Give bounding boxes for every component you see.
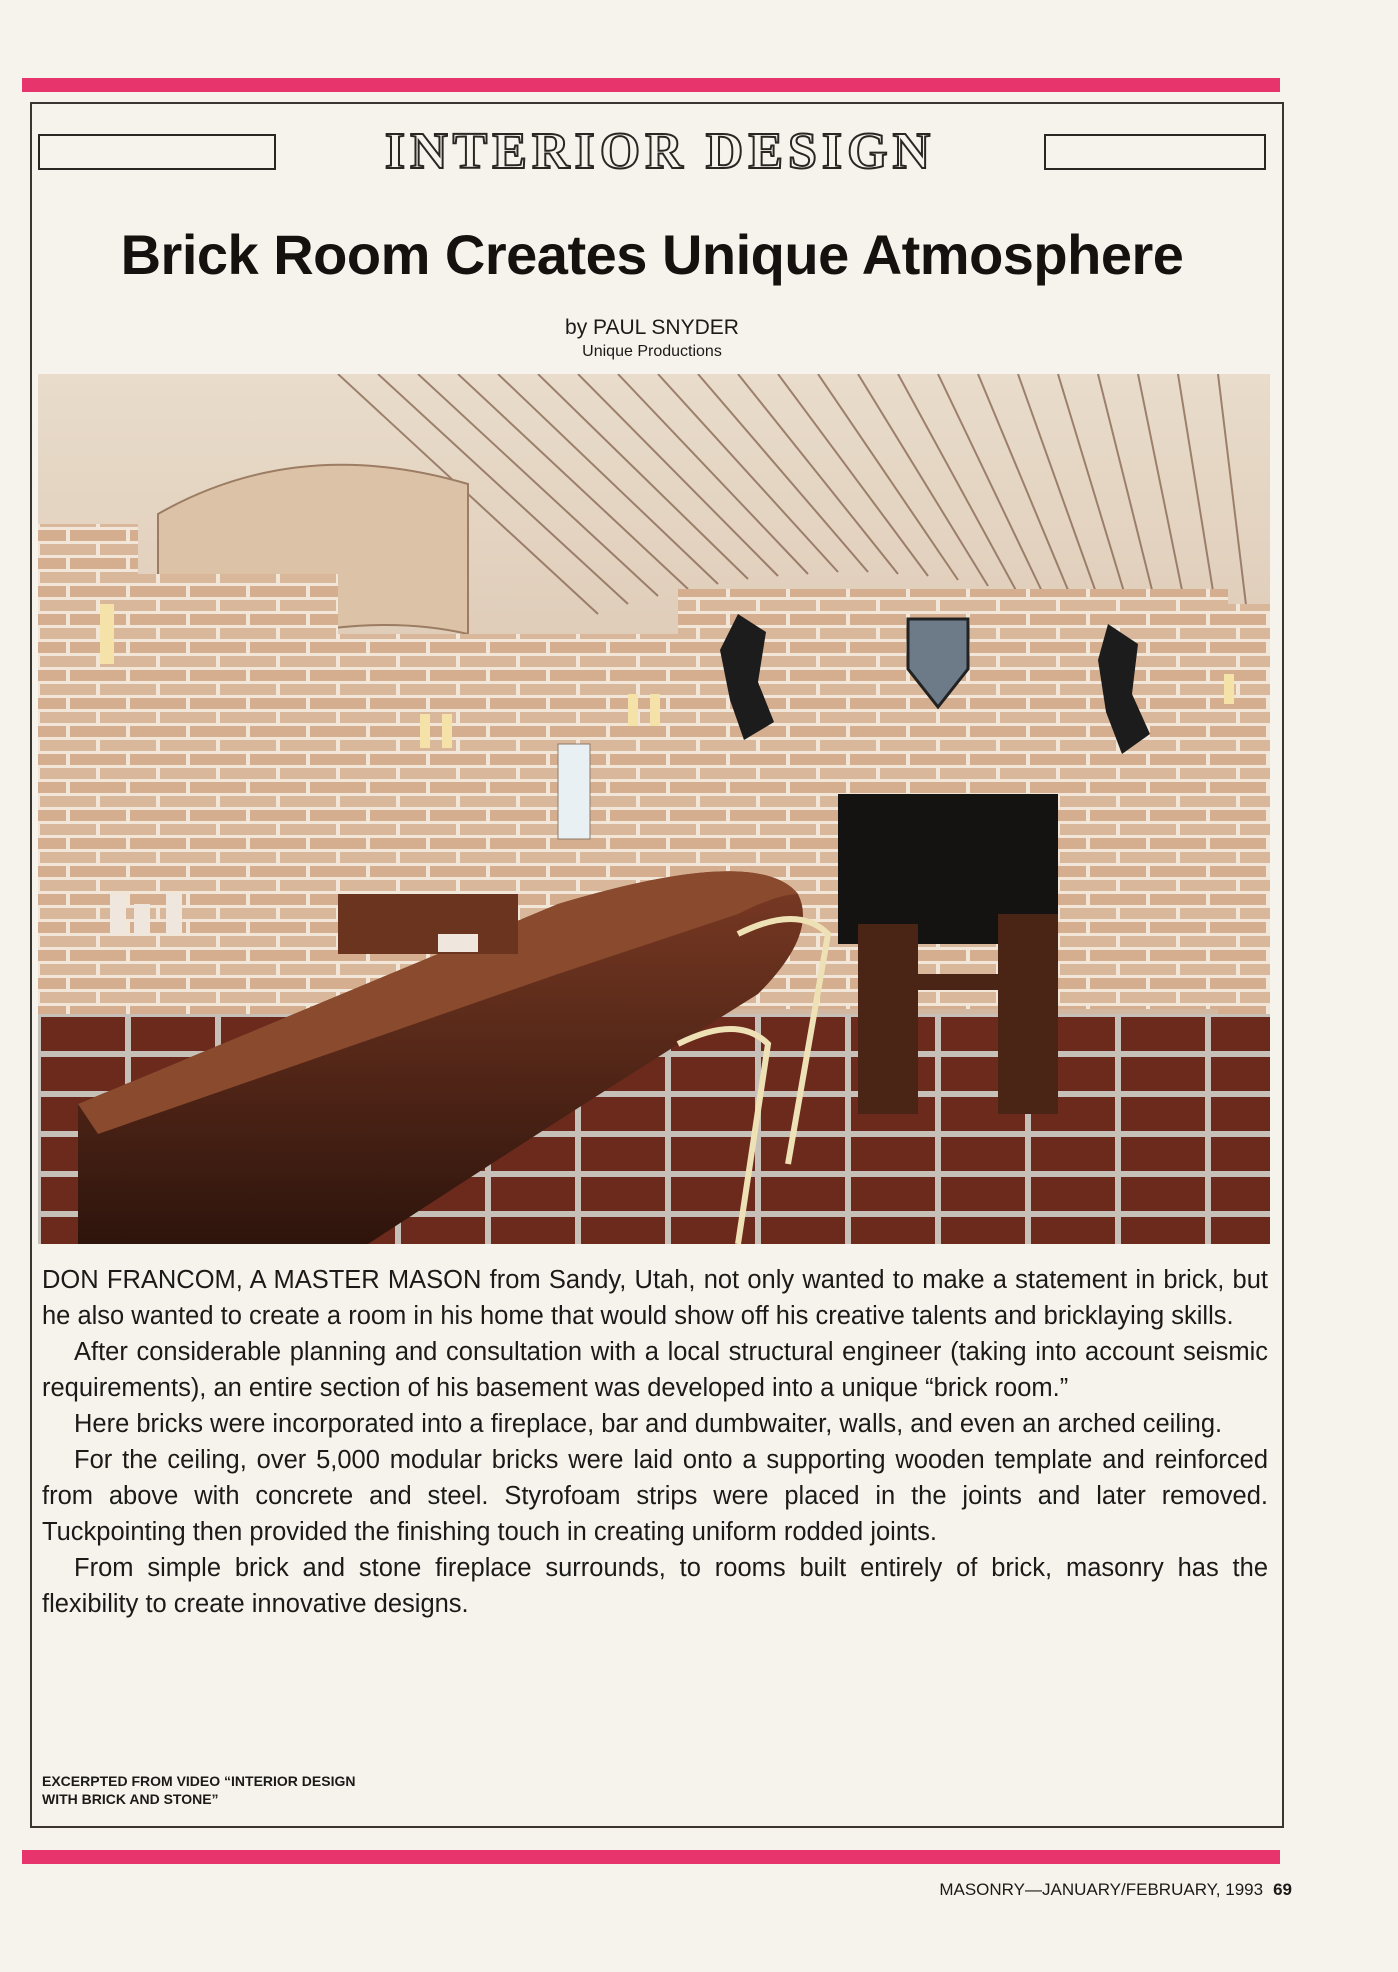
paragraph: From simple brick and stone fireplace surrounds, to rooms built entirely of brick, masonry has the flexibility to create innovative designs. — [42, 1554, 1268, 1618]
section-title: INTERIOR DESIGN — [384, 123, 936, 180]
publication-info: MASONRY—JANUARY/FEBRUARY, 1993 — [939, 1880, 1264, 1899]
article-body — [42, 1262, 1268, 1622]
headline: Brick Room Creates Unique Atmosphere — [120, 223, 1184, 286]
page-number: 69 — [1273, 1880, 1292, 1899]
paragraph: Here bricks were incorporated into a fireplace, bar and dumbwaiter, walls, and even an arched ceiling. — [74, 1410, 1223, 1438]
byline-author: by PAUL SNYDER — [565, 316, 739, 339]
page-footer — [939, 1880, 1292, 1900]
paragraph: For the ceiling, over 5,000 modular bricks were laid onto a supporting wooden template and reinforced from above with concrete and steel. Styrofoam strips were placed in the joints and later removed. Tuckpointing then provided the finishing touch in creating uniform rodded joints. — [42, 1446, 1268, 1546]
paragraph: DON FRANCOM, A MASTER MASON from Sandy, Utah, not only wanted to make a statement in brick, but he also wanted to create a room in his home that would show off his creative talents and bricklaying skills. — [42, 1266, 1268, 1330]
section-header-left-box — [38, 134, 276, 170]
byline-affiliation: Unique Productions — [582, 343, 722, 360]
excerpt-line: EXCERPTED FROM VIDEO “INTERIOR DESIGN — [42, 1773, 356, 1789]
excerpt-line: WITH BRICK AND STONE” — [42, 1791, 219, 1807]
paragraph: After considerable planning and consultation with a local structural engineer (taking into account seismic requirements), an entire section of his basement was developed into a unique “brick room.” — [42, 1338, 1268, 1402]
top-accent-bar — [22, 78, 1280, 92]
section-header — [38, 124, 1266, 180]
excerpt-credit — [42, 1772, 355, 1808]
bottom-accent-bar — [22, 1850, 1280, 1864]
section-header-right-box — [1044, 134, 1266, 170]
brick-room-photo — [38, 374, 1270, 1244]
